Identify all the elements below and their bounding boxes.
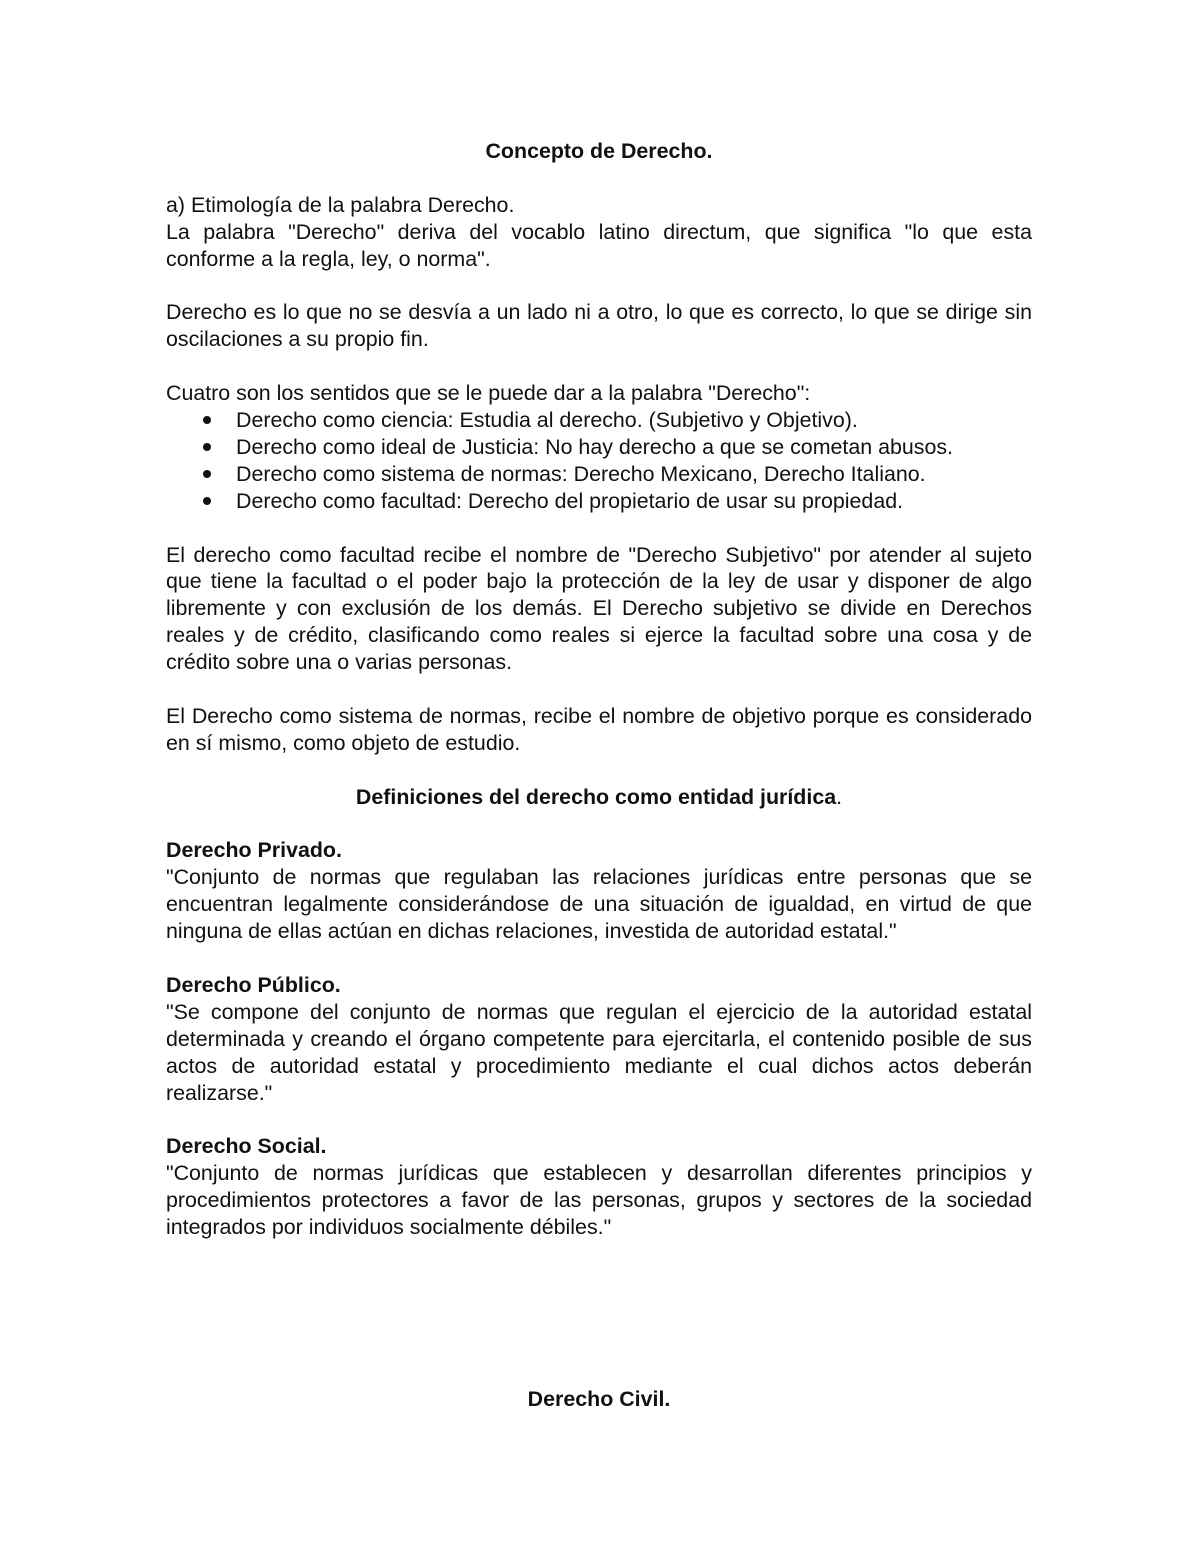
list-item (166, 488, 1032, 515)
definition-term-publico: Derecho Público. (166, 972, 341, 997)
bullet-icon (203, 416, 211, 424)
subjective-paragraph: El derecho como facultad recibe el nombre de "Derecho Subjetivo" por atender al sujeto que tiene la facultad o el poder bajo la protección de la ley de usar y disponer de algo libremente y con exclusión de los demás. El Derecho subjetivo se divide en Derechos reales y de crédito, clasificando como reales si ejerce la facultad sobre una cosa y de crédito sobre una o varias personas. (166, 542, 1032, 675)
definition-text-social: "Conjunto de normas jurídicas que establecen y desarrollan diferentes principios y procedimientos protectores a favor de las personas, grupos y sectores de la sociedad integrados por individuos socialmente débiles." (166, 1161, 1032, 1240)
objective-paragraph: El Derecho como sistema de normas, recibe el nombre de objetivo porque es considerado en sí mismo, como objeto de estudio. (166, 703, 1032, 755)
list-item-text: Derecho como facultad: Derecho del propietario de usar su propiedad. (236, 488, 904, 513)
definition-text-publico: "Se compone del conjunto de normas que regulan el ejercicio de la autoridad estatal determinada y creando el órgano competente para ejercitarla, el contenido posible de sus actos de autoridad estatal y procedimiento mediante el cual dichos actos deberán realizarse." (166, 999, 1032, 1105)
spacer (166, 1107, 1032, 1134)
spacer (166, 515, 1032, 542)
definition-term-privado: Derecho Privado. (166, 838, 342, 863)
list-item-text: Derecho como ciencia: Estudia al derecho. (Subjetivo y Objetivo). (236, 408, 858, 433)
spacer (166, 757, 1032, 784)
spacer (166, 945, 1032, 972)
definition-text-privado: "Conjunto de normas que regulaban las relaciones jurídicas entre personas que se encuentran legalmente considerándose de una situación de igualdad, en virtud de que ninguna de ellas actúan en dichas relaciones, investida de autoridad estatal." (166, 865, 1032, 944)
bullet-icon (203, 443, 211, 451)
list-item (166, 434, 1032, 461)
section-title-civil: Derecho Civil. (527, 1387, 671, 1411)
senses-intro: Cuatro son los sentidos que se le puede dar a la palabra "Derecho": (166, 381, 811, 406)
definitions-heading-period: . (836, 784, 843, 809)
list-item (166, 407, 1032, 434)
spacer (166, 676, 1032, 703)
definitions-heading-line (166, 784, 1032, 811)
document-page (166, 138, 1032, 1411)
bullet-icon (203, 470, 211, 478)
spacer (166, 273, 1032, 300)
definition-term-social: Derecho Social. (166, 1134, 327, 1159)
etymology-paragraph: La palabra "Derecho" deriva del vocablo latino directum, que significa "lo que esta conforme a la regla, ley, o norma". (166, 219, 1032, 271)
spacer (166, 165, 1032, 192)
meaning-paragraph: Derecho es lo que no se desvía a un lado ni a otro, lo que es correcto, lo que se dirige sin oscilaciones a su propio fin. (166, 300, 1032, 352)
spacer (166, 811, 1032, 838)
etymology-heading: a) Etimología de la palabra Derecho. (166, 192, 515, 217)
list-item-text: Derecho como sistema de normas: Derecho Mexicano, Derecho Italiano. (236, 461, 926, 486)
list-item-text: Derecho como ideal de Justicia: No hay derecho a que se cometan abusos. (236, 434, 954, 459)
page-title: Concepto de Derecho. (485, 139, 713, 163)
bullet-icon (203, 497, 211, 505)
list-item (166, 461, 1032, 488)
spacer (166, 353, 1032, 380)
definitions-heading: Definiciones del derecho como entidad jurídica (355, 784, 837, 809)
senses-list (166, 407, 1032, 515)
